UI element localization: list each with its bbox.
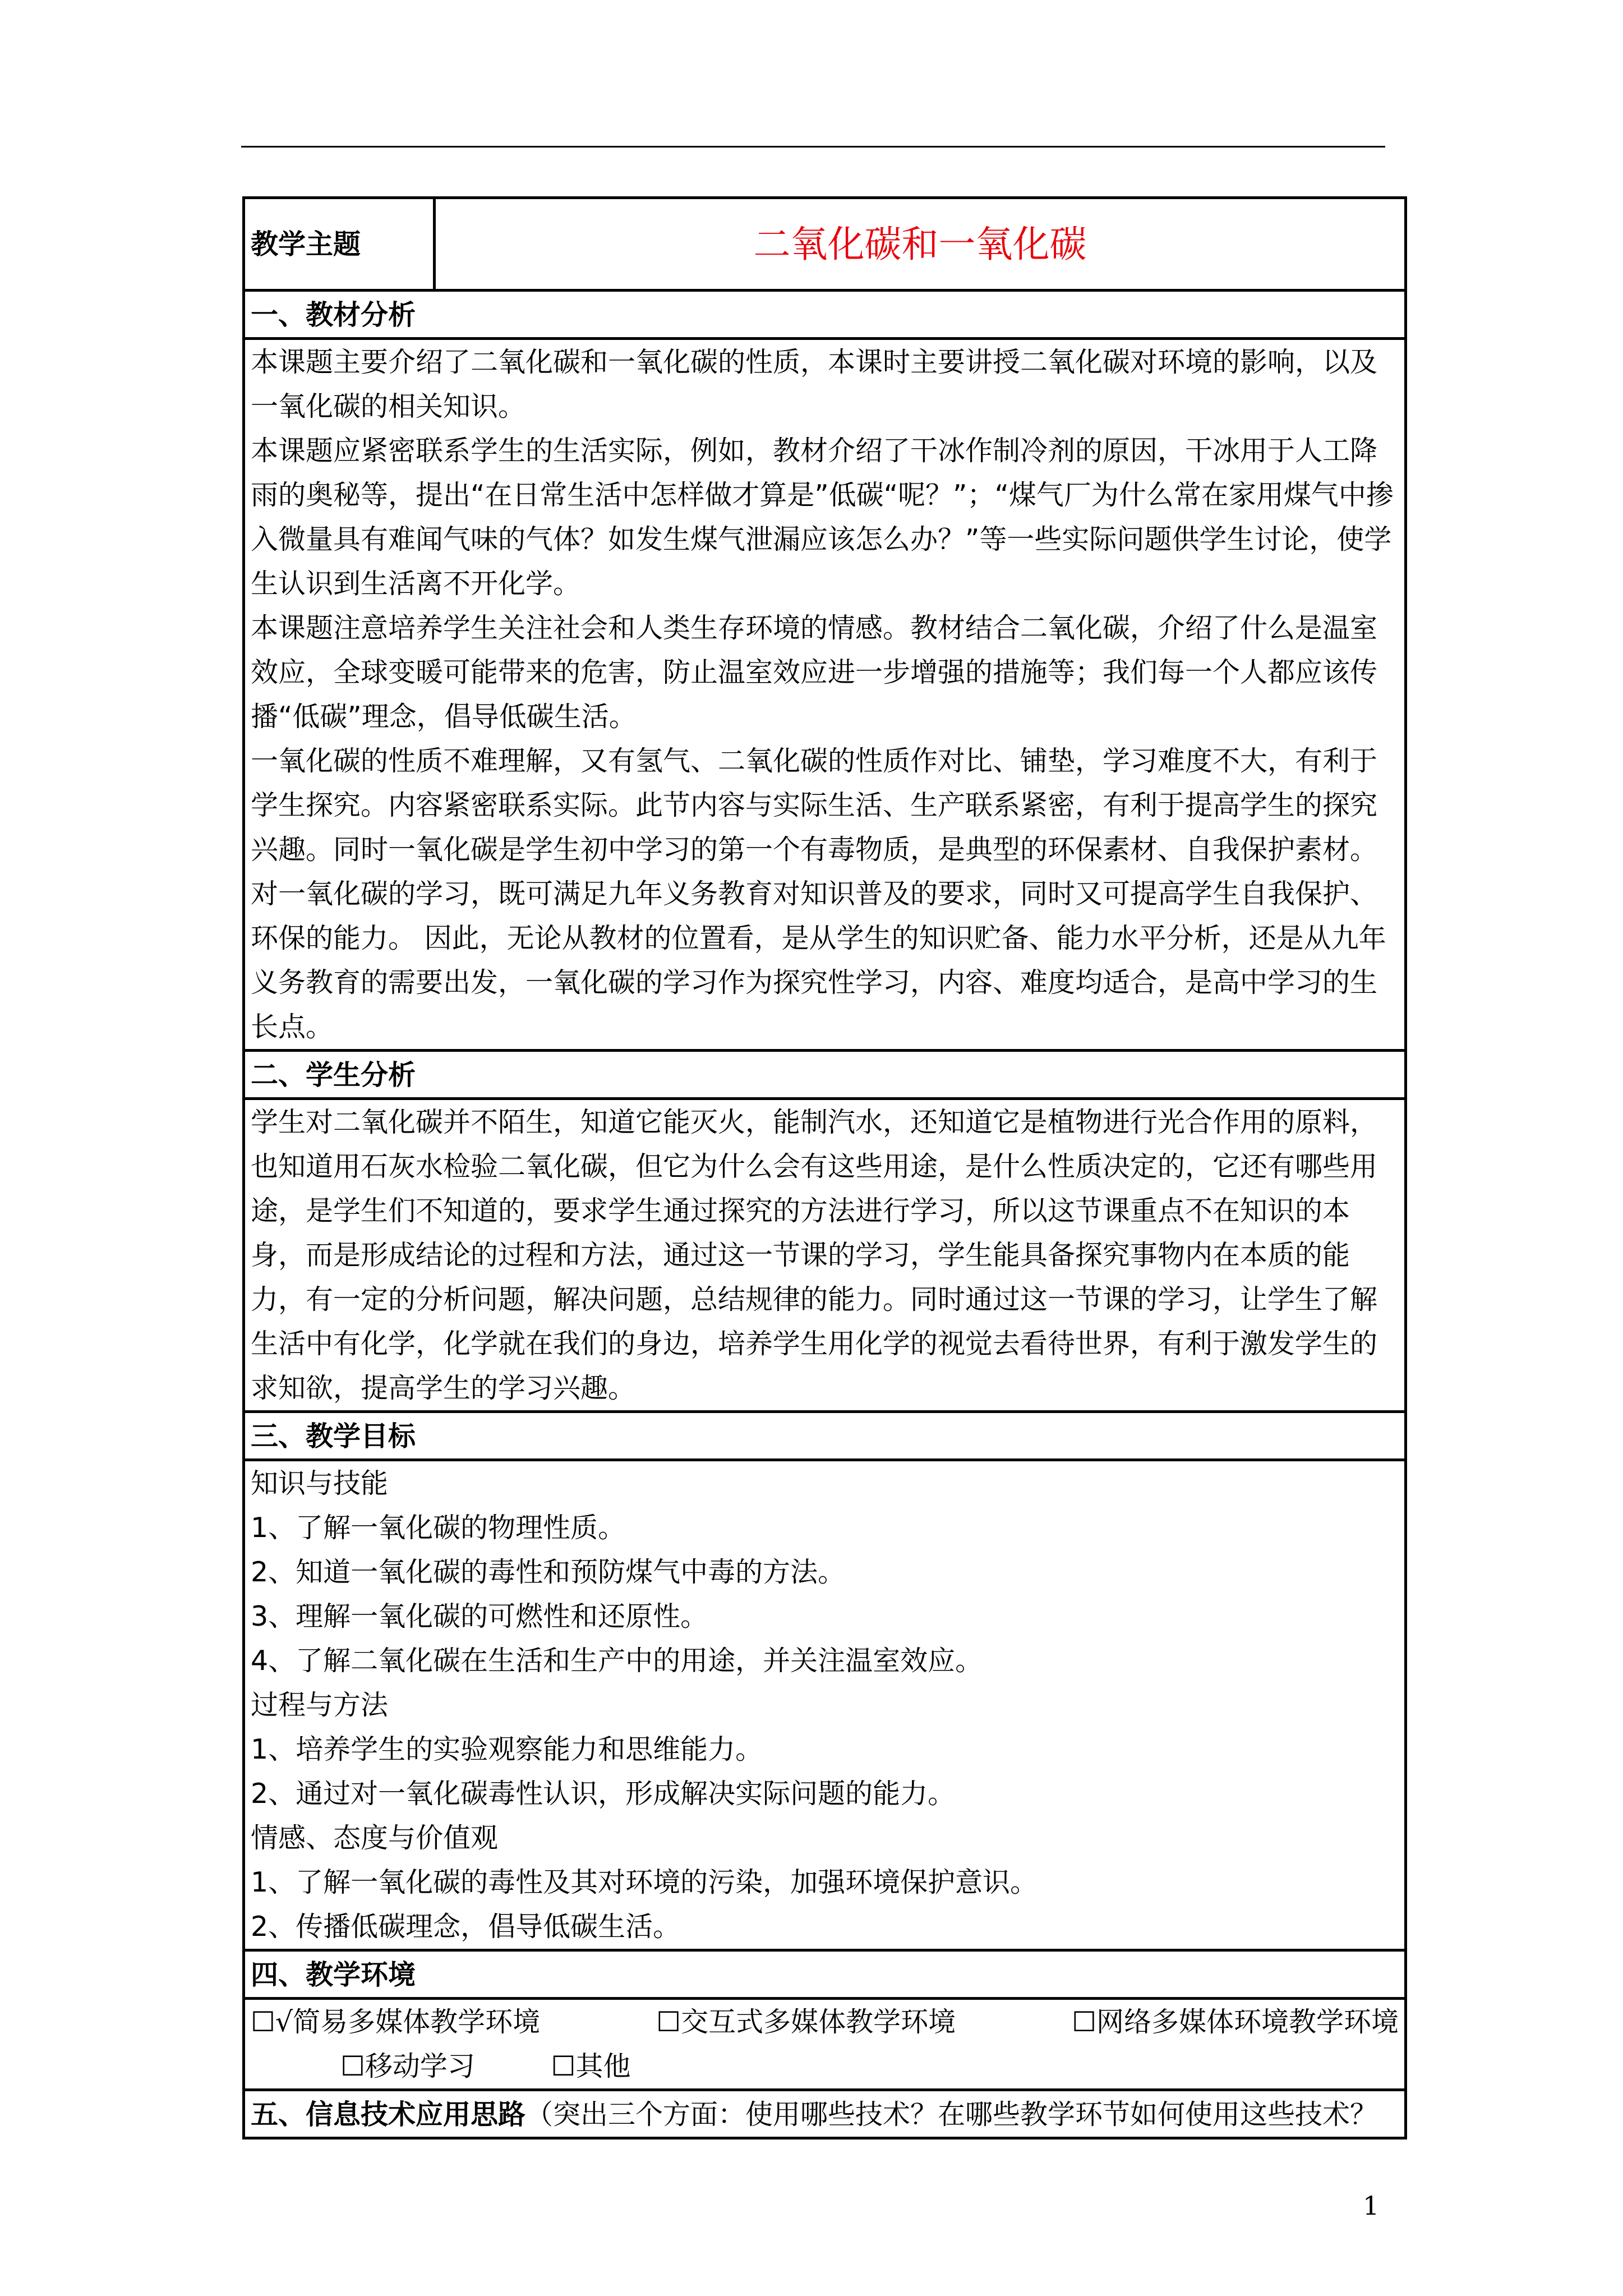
- environment-options-line-1: [251, 2000, 1399, 2044]
- section-3-heading-row: [244, 1412, 1406, 1460]
- objective-group-process: 过程与方法: [251, 1689, 389, 1721]
- section-2-body-row: [244, 1099, 1406, 1412]
- environment-options-line-2: [251, 2044, 1399, 2088]
- topic-row: [244, 198, 1406, 291]
- section-3-body-row: [244, 1460, 1406, 1950]
- objective-line: 1、了解一氧化碳的毒性及其对环境的污染，加强环境保护意识。: [251, 1866, 1038, 1898]
- env-option-network-multimedia[interactable]: ☐网络多媒体环境教学环境: [1072, 2006, 1399, 2038]
- objective-line: 1、培养学生的实验观察能力和思维能力。: [251, 1733, 763, 1765]
- section-3-heading: 三、教学目标: [244, 1412, 1406, 1460]
- env-option-mobile-learning[interactable]: ☐移动学习: [340, 2050, 475, 2082]
- section-5-heading-cell: [244, 2090, 1406, 2138]
- s1-paragraph-1: 本课题主要介绍了二氧化碳和一氧化碳的性质，本课时主要讲授二氧化碳对环境的影响，以及一氧化碳的相关知识。: [251, 346, 1378, 422]
- section-1-body-row: [244, 339, 1406, 1051]
- section-5-note: （突出三个方面：使用哪些技术？在哪些教学环节如何使用这些技术？: [525, 2099, 1378, 2131]
- s1-paragraph-2: 本课题应紧密联系学生的生活实际，例如，教材介绍了干冰作制冷剂的原因，干冰用于人工降雨的奥秘等，提出“在日常生活中怎样做才算是”低碳“呢？”；“煤气厂为什么常在家用煤气中掺入微量具有难闻气味的气体？如发生煤气泄漏应该怎么办？”等一些实际问题供学生讨论，使学生认识到生活离不开化学。: [251, 435, 1394, 600]
- section-4-body-row: [244, 1999, 1406, 2090]
- env-option-interactive-multimedia[interactable]: ☐交互式多媒体教学环境: [656, 2006, 956, 2038]
- section-2-body: [244, 1099, 1406, 1412]
- topic-title: 二氧化碳和一氧化碳: [435, 198, 1406, 291]
- env-option-other[interactable]: ☐其他: [551, 2050, 631, 2082]
- objective-group-knowledge: 知识与技能: [251, 1467, 389, 1499]
- objective-line: 2、通过对一氧化碳毒性认识，形成解决实际问题的能力。: [251, 1778, 956, 1810]
- section-5-heading-row: [244, 2090, 1406, 2138]
- s2-paragraph-1: 学生对二氧化碳并不陌生，知道它能灭火，能制汽水，还知道它是植物进行光合作用的原料，也知道用石灰水检验二氧化碳，但它为什么会有这些用途，是什么性质决定的，它还有哪些用途，是学生们不知道的，要求学生通过探究的方法进行学习，所以这节课重点不在知识的本身，而是形成结论的过程和方法，通过这一节课的学习，学生能具备探究事物内在本质的能力，有一定的分析问题，解决问题，总结规律的能力。同时通过这一节课的学习，让学生了解生活中有化学，化学就在我们的身边，培养学生用化学的视觉去看待世界，有利于激发学生的求知欲，提高学生的学习兴趣。: [251, 1106, 1378, 1404]
- section-1-heading-row: [244, 291, 1406, 339]
- header-rule: [241, 146, 1385, 148]
- section-2-heading-row: [244, 1051, 1406, 1099]
- topic-label: 教学主题: [244, 198, 435, 291]
- section-4-heading: 四、教学环境: [244, 1950, 1406, 1999]
- s1-paragraph-3: 本课题注意培养学生关注社会和人类生存环境的情感。教材结合二氧化碳，介绍了什么是温室效应，全球变暖可能带来的危害，防止温室效应进一步增强的措施等；我们每一个人都应该传播“低碳”理念，倡导低碳生活。: [251, 612, 1378, 733]
- objective-line: 3、理解一氧化碳的可燃性和还原性。: [251, 1600, 708, 1632]
- objective-group-attitude: 情感、态度与价值观: [251, 1822, 499, 1854]
- objective-line: 1、了解一氧化碳的物理性质。: [251, 1512, 626, 1544]
- page-number: 1: [1363, 2191, 1380, 2221]
- objective-line: 2、传播低碳理念，倡导低碳生活。: [251, 1911, 681, 1943]
- objective-line: 2、知道一氧化碳的毒性和预防煤气中毒的方法。: [251, 1556, 846, 1588]
- section-4-body: [244, 1999, 1406, 2090]
- objective-line: 4、了解二氧化碳在生活和生产中的用途，并关注温室效应。: [251, 1645, 983, 1677]
- section-1-body: [244, 339, 1406, 1051]
- section-5-heading: 五、信息技术应用思路: [251, 2099, 526, 2131]
- lesson-plan-table: [242, 196, 1407, 2139]
- section-4-heading-row: [244, 1950, 1406, 1999]
- env-option-simple-multimedia[interactable]: ☐√简易多媒体教学环境: [251, 2006, 541, 2038]
- s1-paragraph-4: 一氧化碳的性质不难理解，又有氢气、二氧化碳的性质作对比、铺垫，学习难度不大，有利于学生探究。内容紧密联系实际。此节内容与实际生活、生产联系紧密，有利于提高学生的探究兴趣。同时一氧化碳是学生初中学习的第一个有毒物质，是典型的环保素材、自我保护素材。对一氧化碳的学习，既可满足九年义务教育对知识普及的要求，同时又可提高学生自我保护、环保的能力。 因此，无论从教材的位置看，是从学生的知识贮备、能力水平分析，还是从九年义务教育的需要出发，一氧化碳的学习作为探究性学习，内容、难度均适合，是高中学习的生长点。: [251, 745, 1386, 1043]
- section-1-heading: 一、教材分析: [244, 291, 1406, 339]
- section-3-body: [244, 1460, 1406, 1950]
- section-2-heading: 二、学生分析: [244, 1051, 1406, 1099]
